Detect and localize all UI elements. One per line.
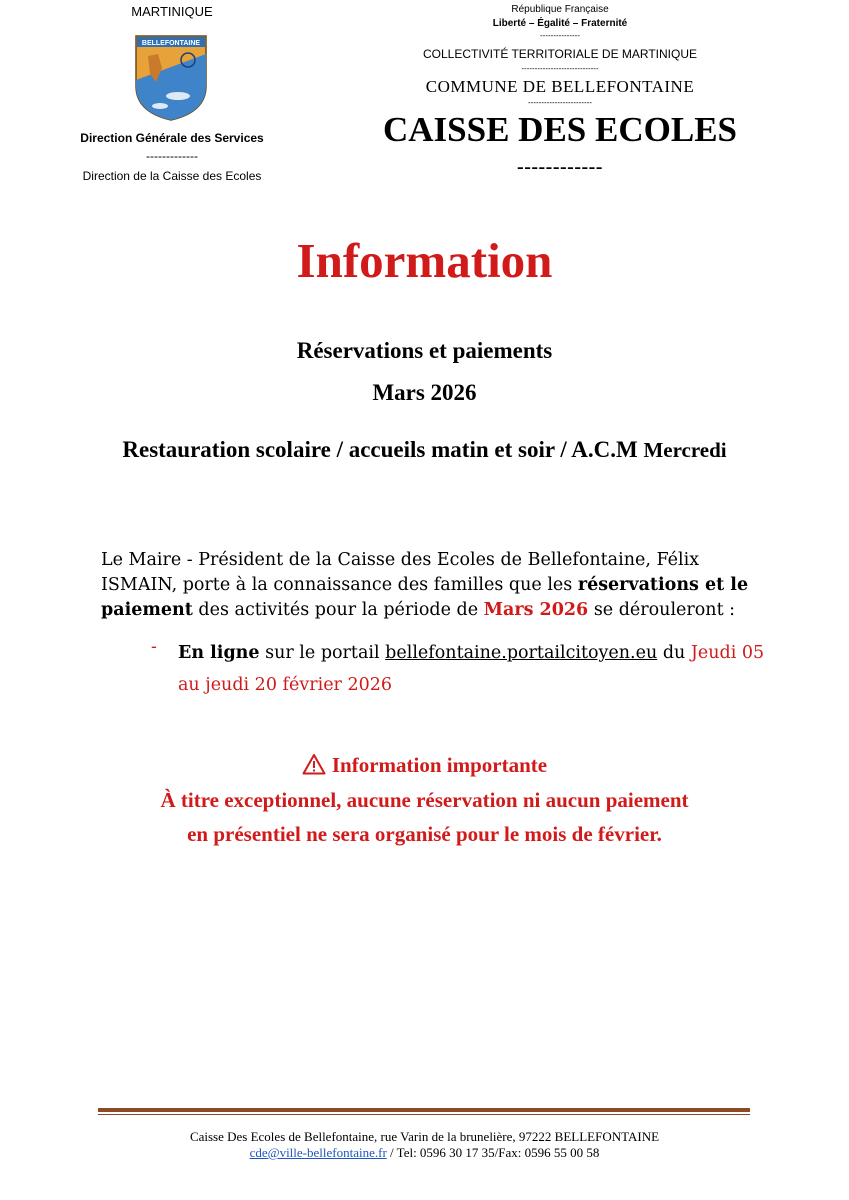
paragraph-part-1: Le Maire - Président de la Caisse des Ecoles de Bellefontaine, Félix ISMAIN, porte à la connaissance des familles que les <box>101 550 700 595</box>
bullet-dates: Jeudi 05 au jeudi 20 février 2026 <box>178 643 765 695</box>
bullet-online <box>178 637 778 701</box>
services-main: Restauration scolaire / accueils matin et soir / A.C.M <box>122 437 638 462</box>
bellefontaine-crest-logo <box>134 34 208 122</box>
footer-contact <box>0 1145 849 1161</box>
month-heading: Mars 2026 <box>372 380 477 405</box>
notice-line-1: À titre exceptionnel, aucune réservation ni aucun paiement <box>160 788 689 812</box>
crest-text: BELLEFONTAINE <box>141 40 201 47</box>
portal-link[interactable]: bellefontaine.portailcitoyen.eu <box>385 643 658 663</box>
paragraph-month: Mars 2026 <box>483 600 589 620</box>
header-right-separator-3: ------------------------ <box>528 98 592 107</box>
services-heading <box>0 437 849 463</box>
commune-label: COMMUNE DE BELLEFONTAINE <box>425 77 695 96</box>
warning-icon <box>302 753 326 775</box>
collectivite-label: COLLECTIVITÉ TERRITORIALE DE MARTINIQUE <box>422 47 698 61</box>
notice-line-2: en présentiel ne sera organisé pour le mois de février. <box>187 822 662 846</box>
subtitle: Réservations et paiements <box>296 338 553 363</box>
header-right-separator-2: ----------------------------- <box>521 64 599 73</box>
bullet-du: du <box>662 643 686 663</box>
paragraph-part-3: se dérouleront : <box>593 600 736 620</box>
caisse-separator: ------------ <box>517 156 603 178</box>
announcement-paragraph <box>101 548 761 623</box>
footer-rule-thin <box>98 1114 750 1115</box>
notice-heading <box>0 753 849 778</box>
footer-phones: / Tel: 0596 30 17 35/Fax: 0596 55 00 58 <box>386 1145 600 1160</box>
header-left-separator: ------------- <box>146 149 198 163</box>
services-mercredi: Mercredi <box>643 438 727 462</box>
devise-label: Liberté – Égalité – Fraternité <box>492 18 628 29</box>
bullet-bold: En ligne <box>178 643 260 663</box>
email-link[interactable]: cde@ville-bellefontaine.fr <box>249 1145 387 1160</box>
republique-label: République Française <box>511 4 609 15</box>
direction-caisse-label: Direction de la Caisse des Ecoles <box>82 169 262 183</box>
direction-generale-label: Direction Générale des Services <box>80 131 264 145</box>
region-label: MARTINIQUE <box>131 4 213 19</box>
notice-heading-text: Information importante <box>331 753 548 777</box>
page-title: Information <box>296 233 553 288</box>
paragraph-bold: réservations et le paiement <box>101 575 749 620</box>
paragraph-part-2: des activités pour la période de <box>198 600 479 620</box>
bullet-text: sur le portail <box>265 643 380 663</box>
footer-address: Caisse Des Ecoles de Bellefontaine, rue Varin de la brunelière, 97222 BELLEFONTAINE <box>189 1129 660 1144</box>
footer-rule <box>98 1108 750 1112</box>
caisse-des-ecoles-heading: CAISSE DES ECOLES <box>382 110 738 149</box>
header-right-separator-1: --------------- <box>540 31 580 40</box>
bullet-dash: - <box>151 637 157 657</box>
